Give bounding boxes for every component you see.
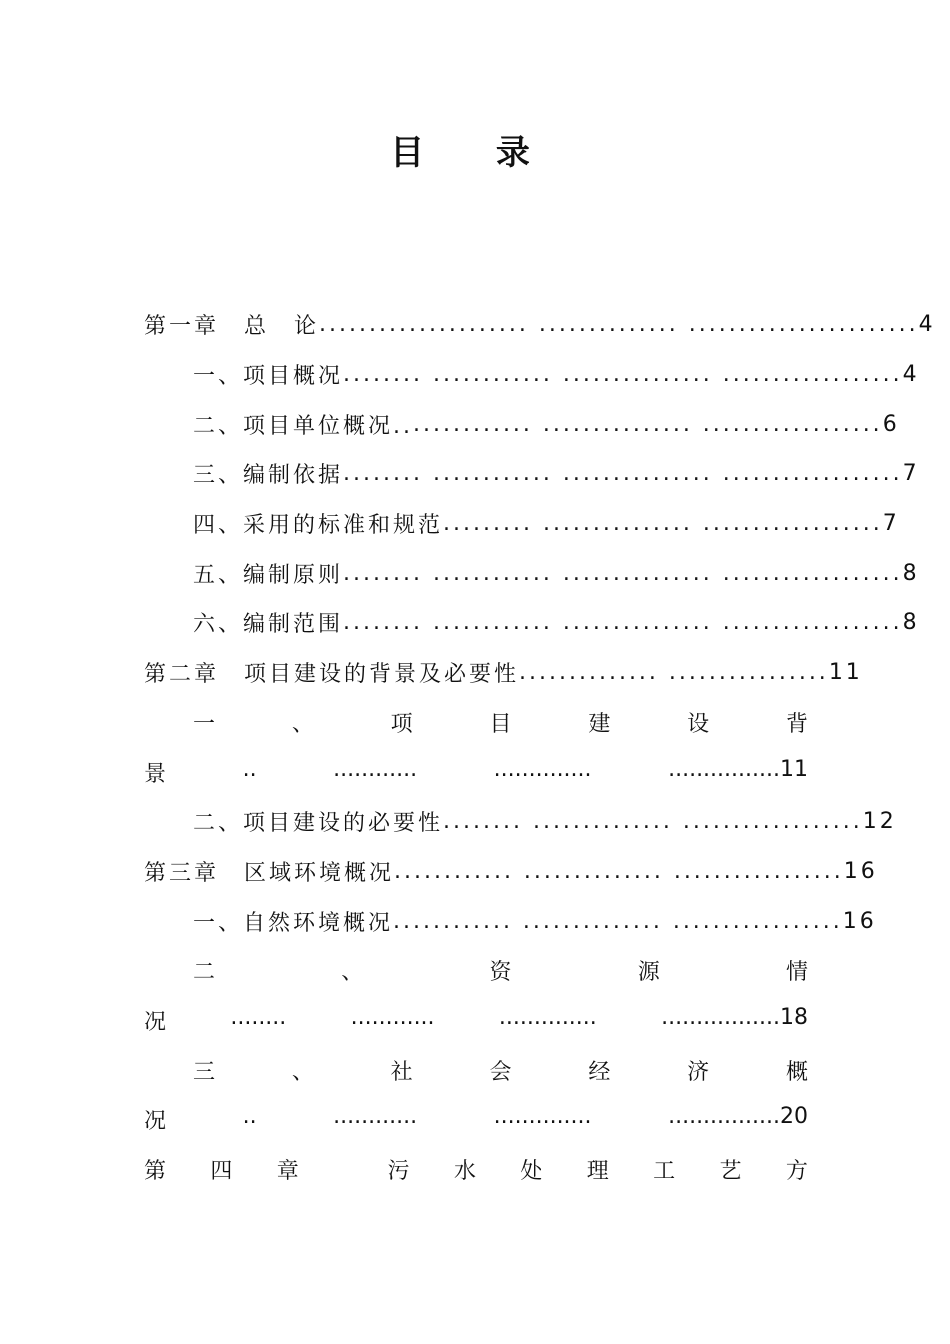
toc-entry-3-3-line-2[interactable]: 况 .. ............ .............. ................20 (144, 1104, 808, 1135)
toc-entry-chapter-2[interactable]: 第二章 项目建设的背景及必要性 .............. ................ 11 (144, 660, 863, 688)
toc-entry-1-2[interactable]: 二、项目单位概况.. ............ ............... .................. 6 (193, 411, 900, 439)
toc-entry-1-6[interactable]: 六、编制范围 ........ ............ ............... .................. 8 (193, 610, 920, 638)
toc-entry-chapter-1[interactable]: 第一章 总 论 ..................... .............. ....................... 4 (144, 312, 936, 340)
toc-entry-1-4[interactable]: 四、采用的标准和规范 ......... ............... .................. 7 (193, 511, 900, 539)
toc-entry-1-5[interactable]: 五、编制原则 ........ ............ ............... .................. 8 (193, 560, 920, 588)
toc-entry-3-2-line-1[interactable]: 二 、 资 源 情 (193, 960, 808, 986)
toc-entry-2-1-line-2[interactable]: 景 .. ............ .............. ................11 (144, 756, 808, 787)
toc-entry-2-1-line-1[interactable]: 一 、 项 目 建 设 背 (193, 711, 808, 737)
toc-entry-3-1[interactable]: 一、自然环境概况 ............ .............. ................. 16 (193, 908, 877, 936)
toc-entry-1-3[interactable]: 三、编制依据 ........ ............ ............... .................. 7 (193, 461, 920, 489)
toc-entry-2-2[interactable]: 二、项目建设的必要性 ........ .............. .................. 12 (193, 809, 897, 837)
toc-entry-3-3-line-1[interactable]: 三 、 社 会 经 济 概 (193, 1059, 808, 1085)
toc-entry-chapter-4-line-1[interactable]: 第 四 章 污 水 处 理 工 艺 方 (144, 1159, 808, 1185)
toc-entry-3-2-line-2[interactable]: 况 ........ ............ .............. .................18 (144, 1004, 808, 1035)
table-of-contents (144, 300, 936, 1194)
page-title: 目 录 (390, 133, 560, 173)
toc-entry-1-1[interactable]: 一、项目概况 ........ ............ ............... .................. 4 (193, 362, 920, 390)
toc-entry-chapter-3[interactable]: 第三章 区域环境概况 ............ .............. ................. 16 (144, 858, 878, 886)
